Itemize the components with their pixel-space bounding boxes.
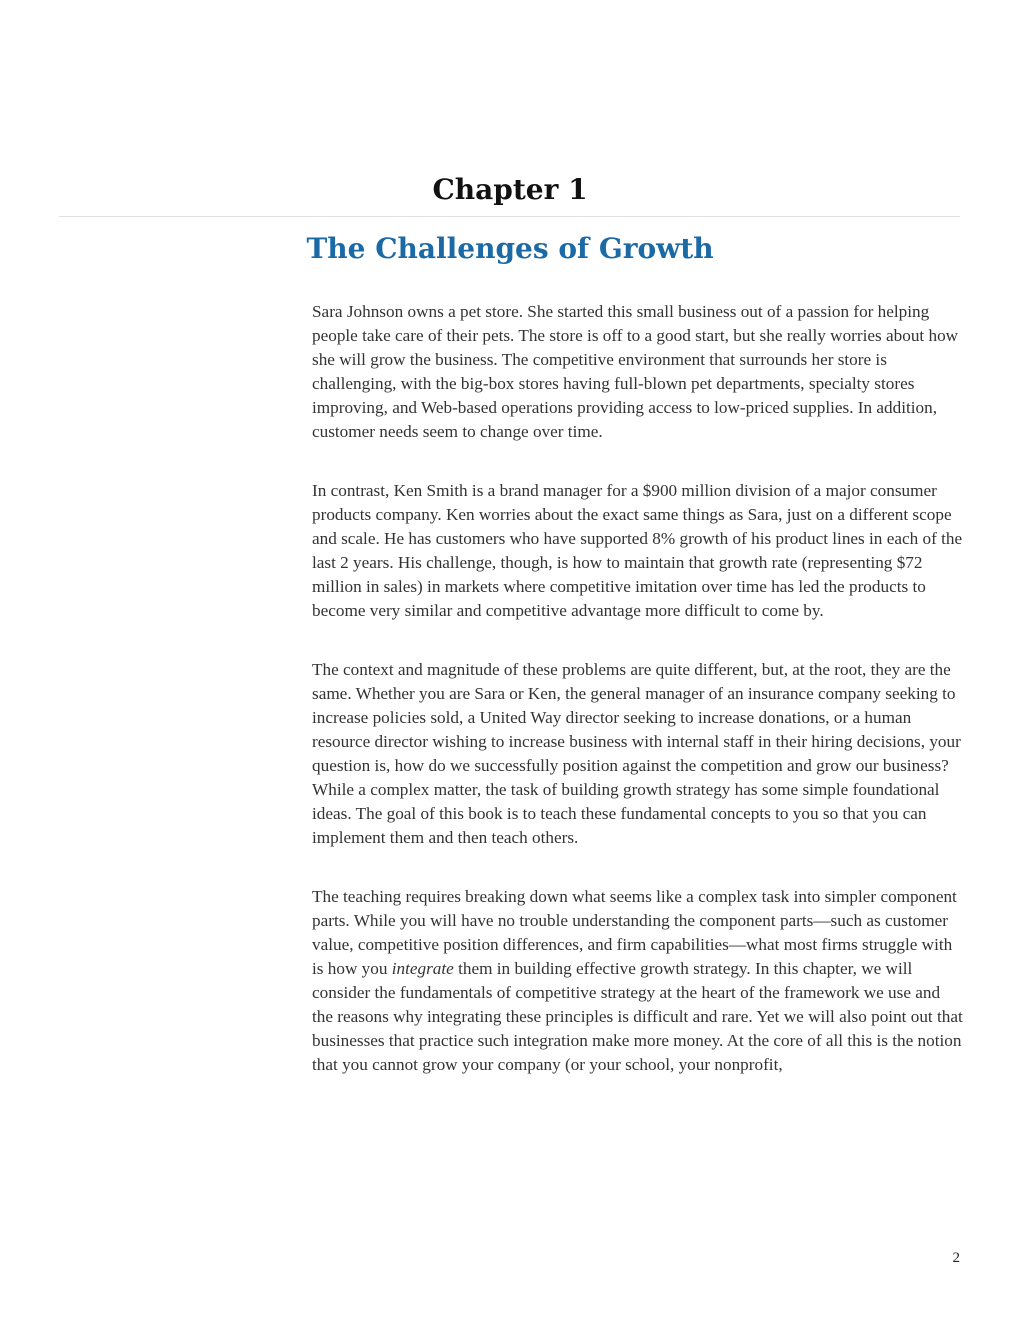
paragraph-3: The context and magnitude of these problems are quite different, but, at the root, they are the same. Whether you are Sara or Ken, the general manager of an insurance company seeking to increase policies sold, a United Way director seeking to increase donations, or a human resource director wishing to increase business with internal staff in their hiring decisions, your question is, how do we successfully position against the competition and grow our business? While a complex matter, the task of building growth strategy has some simple foundational ideas. The goal of this book is to teach these fundamental concepts to you so that you can implement them and then teach others. — [312, 660, 961, 847]
chapter-label: Chapter 1 — [432, 173, 588, 206]
page-number: 2 — [952, 1250, 960, 1266]
chapter-divider — [59, 216, 960, 217]
paragraph-2: In contrast, Ken Smith is a brand manager for a $900 million division of a major consumer products company. Ken worries about the exact same things as Sara, just on a different scope and scale. He has customers who have supported 8% growth of his product lines in each of the last 2 years. His challenge, though, is how to maintain that growth rate (representing $72 million in sales) in markets where competitive imitation over time has led the products to become very similar and competitive advantage more difficult to come by. — [312, 481, 963, 620]
chapter-title: The Challenges of Growth — [306, 232, 714, 265]
paragraph-4-before: The teaching requires breaking down what seems like a complex task into simpler component parts. While you will have no trouble understanding the component parts—such as customer value, competitive position differences, and firm capabilities—what most firms struggle with is how you — [312, 887, 957, 978]
paragraph-1: Sara Johnson owns a pet store. She started this small business out of a passion for helping people take care of their pets. The store is off to a good start, but she really worries about how she will grow the business. The competitive environment that surrounds her store is challenging, with the big-box stores having full-blown pet departments, specialty stores improving, and Web-based operations providing access to low-priced supplies. In addition, customer needs seem to change over time. — [312, 302, 959, 441]
body-text — [312, 300, 964, 1112]
paragraph-4-after: them in building effective growth strategy. In this chapter, we will consider the fundamentals of competitive strategy at the heart of the framework we use and the reasons why integrating these principles is difficult and rare. Yet we will also point out that businesses that practice such integration make more money. At the core of all this is the notion that you cannot grow your company (or your school, your nonprofit, — [312, 959, 963, 1074]
paragraph-4-emphasis: integrate — [391, 959, 454, 978]
paragraph-4 — [312, 885, 964, 1077]
